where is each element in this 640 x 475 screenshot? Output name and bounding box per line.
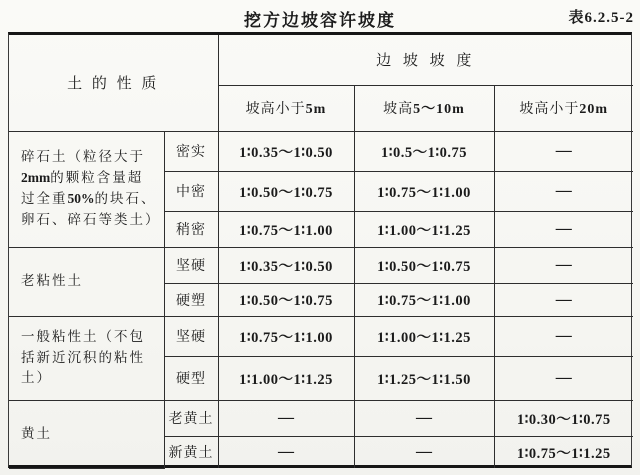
subtype-label: 密实 [164, 131, 218, 171]
slope-value: 1∶0.75～1∶1.00 [354, 171, 494, 211]
subtype-label: 硬型 [164, 356, 218, 400]
header-col-height-lt-20m [494, 85, 633, 131]
table-number: 表6.2.5-2 [568, 10, 634, 26]
group-text-bold: 50% [67, 191, 95, 206]
group-label-gravel-soil [9, 131, 164, 247]
slope-table [8, 32, 632, 468]
header-col-text: 坡高 [383, 102, 414, 117]
slope-value: 1∶1.00～1∶1.25 [354, 316, 494, 356]
header-col-height-5-10m [354, 85, 494, 131]
header-col-text: 坡高小于 [519, 102, 580, 117]
slope-value-dash: — [494, 283, 633, 316]
slope-value: 1∶0.50～1∶0.75 [354, 247, 494, 283]
header-col-em: 5m [305, 102, 327, 117]
slope-value: 1∶0.30～1∶0.75 [494, 400, 633, 436]
subtype-label: 坚硬 [164, 247, 218, 283]
header-soil-property: 土 的 性 质 [9, 35, 218, 131]
slope-value: 1∶0.75～1∶1.00 [218, 316, 354, 356]
subtype-label: 中密 [164, 171, 218, 211]
table-row [9, 131, 633, 171]
subtype-label: 硬塑 [164, 283, 218, 316]
slope-value: 1∶0.50～1∶0.75 [218, 283, 354, 316]
group-label-old-clay: 老粘性土 [9, 247, 164, 316]
group-text: 的块石、卵石、碎石等类土） [21, 191, 161, 227]
header-slope-gradient: 边 坡 坡 度 [218, 35, 633, 85]
subtype-label: 坚硬 [164, 316, 218, 356]
slope-value: 1∶0.35～1∶0.50 [218, 247, 354, 283]
slope-value-dash: — [494, 131, 633, 171]
header-col-height-lt-5m [218, 85, 354, 131]
table-row [9, 247, 633, 283]
subtype-label: 老黄土 [164, 400, 218, 436]
slope-table-grid [9, 35, 633, 469]
header-col-em: 20m [579, 102, 609, 117]
slope-value: 1∶0.35～1∶0.50 [218, 131, 354, 171]
subtype-label: 新黄土 [164, 436, 218, 468]
title-bar [0, 2, 640, 30]
group-text-bold: 2mm [21, 170, 51, 186]
slope-value-dash: — [218, 436, 354, 468]
subtype-label: 稍密 [164, 211, 218, 247]
slope-value: 1∶1.00～1∶1.25 [218, 356, 354, 400]
slope-value: 1∶1.25～1∶1.50 [354, 356, 494, 400]
slope-value: 1∶0.75～1∶1.00 [218, 211, 354, 247]
header-row-1 [9, 35, 633, 85]
slope-value-dash: — [494, 211, 633, 247]
slope-value: 1∶0.75～1∶1.25 [494, 436, 633, 468]
slope-value: 1∶0.50～1∶0.75 [218, 171, 354, 211]
slope-value-dash: — [494, 247, 633, 283]
table-row [9, 316, 633, 356]
slope-value-dash: — [354, 400, 494, 436]
group-text: 的颗粒含量超过全重 [21, 170, 144, 206]
group-label-general-clay: 一般粘性土（不包括新近沉积的粘性土） [9, 316, 164, 400]
slope-value-dash: — [218, 400, 354, 436]
slope-value: 1∶0.5～1∶0.75 [354, 131, 494, 171]
table-row [9, 400, 633, 436]
page-title: 挖方边坡容许坡度 [244, 11, 396, 30]
group-text: 碎石土（粒径大于 [21, 149, 145, 165]
slope-value: 1∶1.00～1∶1.25 [354, 211, 494, 247]
slope-value: 1∶0.75～1∶1.00 [354, 283, 494, 316]
group-label-loess: 黄土 [9, 400, 164, 468]
slope-value-dash: — [494, 316, 633, 356]
slope-value-dash: — [354, 436, 494, 468]
header-col-text: 坡高小于 [245, 102, 306, 117]
slope-value-dash: — [494, 356, 633, 400]
slope-value-dash: — [494, 171, 633, 211]
header-col-em: 5～10m [413, 102, 465, 117]
